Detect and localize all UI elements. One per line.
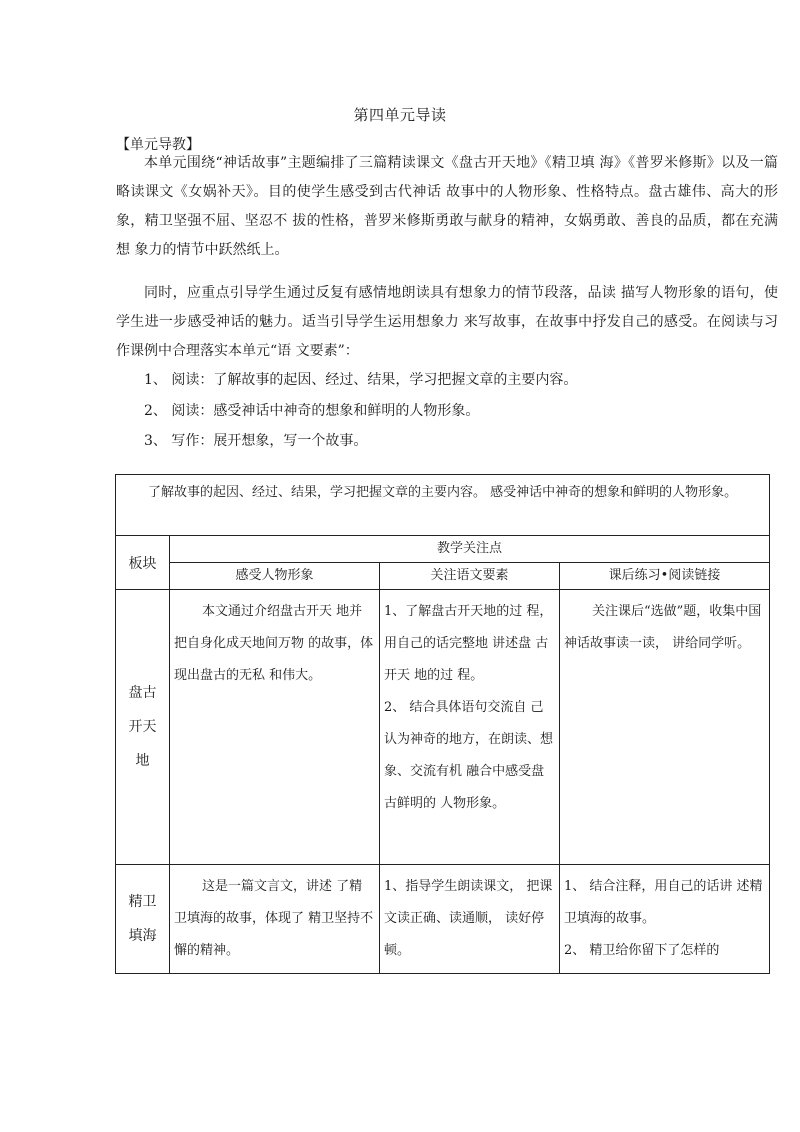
page-title: 第四单元导读	[353, 106, 447, 124]
column-header-exercise: 课后练习•阅读链接	[560, 563, 770, 590]
language-cell: 1、指导学生朗读课文， 把课文读正确、读通顺， 读好停顿。	[380, 865, 560, 974]
block-name: 盘古开天地	[116, 590, 170, 865]
teaching-table	[115, 474, 770, 974]
table-row	[116, 865, 770, 974]
character-cell: 这是一篇文言文，讲述 了精卫填海的故事，体现了 精卫坚持不懈的精神。	[170, 865, 380, 974]
intro-paragraph-1: 本单元围绕“神话故事”主题编排了三篇精读课文《盘古开天地》《精卫填 海》《普罗米修斯》以及一篇略读课文《女娲补天》。目的使学生感受到古代神话 故事中的人物形象、性格特点。盘古雄伟、高大的形象，精卫坚强不屈、坚忍不 拔的性格，普罗米修斯勇敢与献身的精神，女娲勇敢、善良的品质，都在充满想 象力的情节中跃然纸上。	[116, 155, 778, 258]
exercise-cell: 关注课后“选做”题，收集中国神话故事读一读， 讲给同学听。	[560, 590, 770, 865]
unit-goal-text: 了解故事的起因、经过、结果，学习把握文章的主要内容。 感受神话中神奇的想象和鲜明的人物形象。	[147, 485, 738, 500]
table-row	[116, 590, 770, 865]
requirement-3: 3、 写作：展开想象，写一个故事。	[144, 433, 368, 449]
language-cell: 1、了解盘古开天地的过 程，用自己的话完整地 讲述盘 古开天 地的过 程。 2、 结合具体语句交流自 己认为神奇的地方，在朗读、想象、交流有机 融合中感受盘古鲜明的 人物形象。	[380, 590, 560, 865]
intro-paragraph-2: 同时，应重点引导学生通过反复有感情地朗读具有想象力的情节段落，品读 描写人物形象的语句，使学生进一步感受神话的魅力。适当引导学生运用想象力 来写故事，在故事中抒发自己的感受。在阅读与习作课例中合理落实本单元“语 文要素”：	[116, 285, 778, 359]
requirement-2: 2、 阅读：感受神话中神奇的想象和鲜明的人物形象。	[144, 403, 480, 419]
block-name: 精卫填海	[116, 865, 170, 974]
exercise-cell: 1、 结合注释，用自己的话讲 述精卫填海的故事。 2、 精卫给你留下了怎样的	[560, 865, 770, 974]
unit-goal-cell	[116, 475, 770, 536]
character-cell: 本文通过介绍盘古开天 地并把自身化成天地间万物 的故事，体现出盘古的无私 和伟大。	[170, 590, 380, 865]
column-header-character: 感受人物形象	[170, 563, 380, 590]
column-header-language: 关注语文要素	[380, 563, 560, 590]
section-label: 【单元导教】	[116, 137, 200, 153]
block-header: 板块	[116, 536, 170, 590]
focus-header: 教学关注点	[170, 536, 770, 563]
requirement-1: 1、 阅读：了解故事的起因、经过、结果，学习把握文章的主要内容。	[144, 372, 578, 388]
